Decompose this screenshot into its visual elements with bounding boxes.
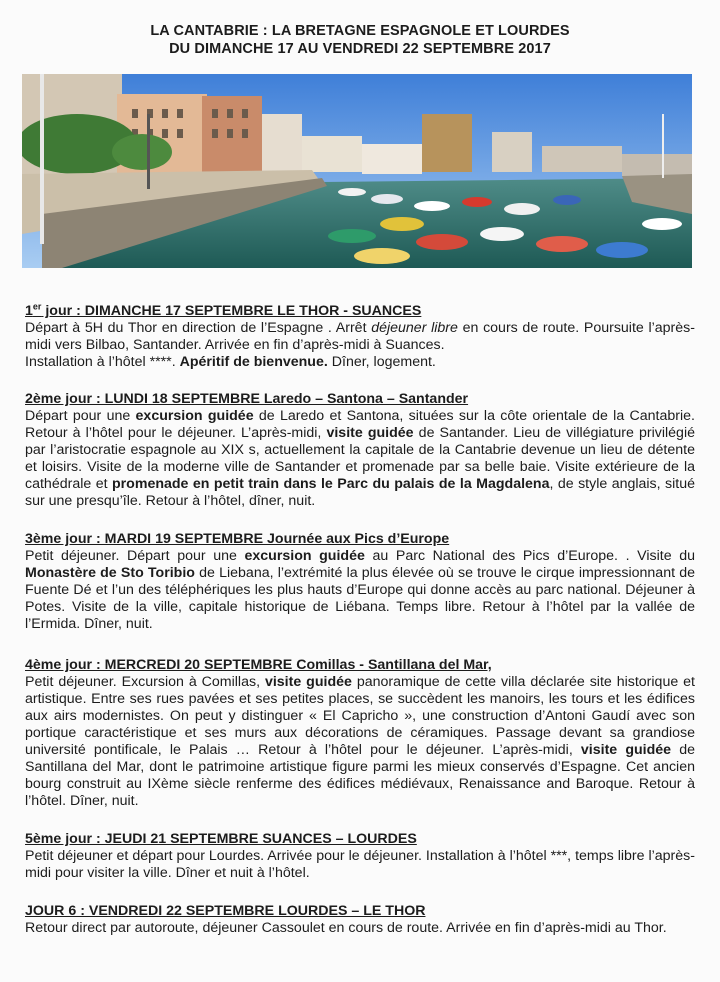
day-6-title: JOUR 6 : VENDREDI 22 SEPTEMBRE LOURDES – LE THOR (25, 903, 426, 919)
day-1-text-part: Dîner, logement. (327, 354, 436, 370)
day-1-text (25, 320, 695, 371)
day-2-title: 2ème jour : LUNDI 18 SEPTEMBRE Laredo – Santona – Santander (25, 391, 469, 407)
day-3-bold: excursion guidée (244, 548, 365, 564)
day-2-text-part: Départ pour une (25, 408, 136, 424)
day-4-bold: visite guidée (264, 674, 352, 690)
day-4-text (25, 674, 695, 810)
day-4 (25, 657, 695, 810)
day-1-text-part: en cours de route. Poursuite l’après-midi vers Bilbao, Santander. Arrivée en fin d’après-midi à Suances. (25, 320, 695, 353)
day-4-text-part: Petit déjeuner. Excursion à Comillas, (25, 674, 265, 690)
day-5 (25, 831, 695, 882)
day-3-text-part: Petit déjeuner. Départ pour une (25, 548, 245, 564)
day-1-title-sup: er (32, 301, 42, 312)
day-2-text (25, 408, 695, 510)
day-1-italic: déjeuner libre (371, 320, 458, 336)
harbour-photo (22, 74, 692, 268)
day-2-text-part: , de style anglais, situé sur une presqu’île. Retour à l’hôtel, dîner, nuit. (25, 476, 695, 509)
day-3-title: 3ème jour : MARDI 19 SEPTEMBRE Journée aux Pics d’Europe (25, 531, 450, 547)
day-1-text-part: Installation à l’hôtel ****. (25, 354, 180, 370)
day-3 (25, 531, 695, 633)
day-2-bold: excursion guidée (135, 408, 254, 424)
day-4-text-part: panoramique de cette villa déclarée site historique et artistique. Entre ses rues pavées et ses petites places, se succèdent les manoirs, les tours et les édifices aux airs modernistes. On peut y distinguer « El Capricho », une construction d’Antoni Gaudí avec son portique caractéristique et ses murs aux décorations de céramiques. Passage devant sa grandiose université pontificale, le Palais … Retour à l’hôtel pour le déjeuner. L’après-midi, (25, 674, 695, 758)
day-2 (25, 391, 695, 510)
day-3-text-part: au Parc National des Pics d’Europe. . Visite du (364, 548, 695, 564)
day-1-title-num: 1 (25, 303, 33, 319)
day-3-text (25, 548, 695, 633)
day-6 (25, 903, 695, 937)
title-line-1: LA CANTABRIE : LA BRETAGNE ESPAGNOLE ET LOURDES (150, 23, 570, 39)
day-1-text-part: Départ à 5H du Thor en direction de l’Espagne . Arrêt (25, 320, 372, 336)
day-5-title: 5ème jour : JEUDI 21 SEPTEMBRE SUANCES – LOURDES (25, 831, 417, 847)
day-3-text-part: de Liebana, l’extrémité la plus élevée où se trouve le cirque impressionnant de Fuente Dé et l’un des téléphériques les plus hauts d’Europe qui donne accès au parc national. Déjeuner à Potes. Visite de la ville, capitale historique de Liébana. Temps libre. Retour à l’hôtel par la vallée de l’Ermida. Dîner, nuit. (25, 565, 695, 632)
day-1 (25, 303, 695, 371)
day-2-text-part: de Laredo et Santona, situées sur la côte orientale de la Cantabrie. Retour à l’hôtel pour le déjeuner. L’après-midi, (25, 408, 695, 441)
day-1-title-rest: jour : DIMANCHE 17 SEPTEMBRE LE THOR - SUANCES (41, 303, 422, 319)
day-2-bold: visite guidée (326, 425, 414, 441)
day-1-bold: Apéritif de bienvenue. (179, 354, 328, 370)
day-6-text: Retour direct par autoroute, déjeuner Cassoulet en cours de route. Arrivée en fin d’après-midi au Thor. (25, 920, 667, 936)
day-3-bold: Monastère de Sto Toribio (25, 565, 195, 581)
document-title (0, 22, 720, 58)
day-2-bold: promenade en petit train dans le Parc du palais de la Magdalena (111, 476, 550, 492)
day-4-title: 4ème jour : MERCREDI 20 SEPTEMBRE Comillas - Santillana del Mar, (25, 657, 492, 673)
day-4-text-part: de Santillana del Mar, dont le patrimoine artistique figure parmi les mieux conservés d’Espagne. Cet ancien bourg construit au IXème siècle renferme des édifices médiévaux, Renaissance and Baroque. Retour à l’hôtel. Dîner, nuit. (25, 742, 695, 809)
day-2-text-part: de Santander. Lieu de villégiature privilégié par l’aristocratie espagnole au XIX s, actuellement la capitale de la Cantabrie devenue un lieu de détente et loisirs. Visite de la moderne ville de Santander et promenade par sa belle baie. Visite extérieure de la cathédrale et (25, 425, 695, 492)
day-1-title (25, 303, 695, 320)
day-4-bold: visite guidée (580, 742, 672, 758)
title-line-2: DU DIMANCHE 17 AU VENDREDI 22 SEPTEMBRE 2017 (169, 41, 551, 57)
day-5-text: Petit déjeuner et départ pour Lourdes. Arrivée pour le déjeuner. Installation à l’hôtel ***, temps libre l’après-midi pour visiter la ville. Dîner et nuit à l’hôtel. (25, 848, 695, 881)
